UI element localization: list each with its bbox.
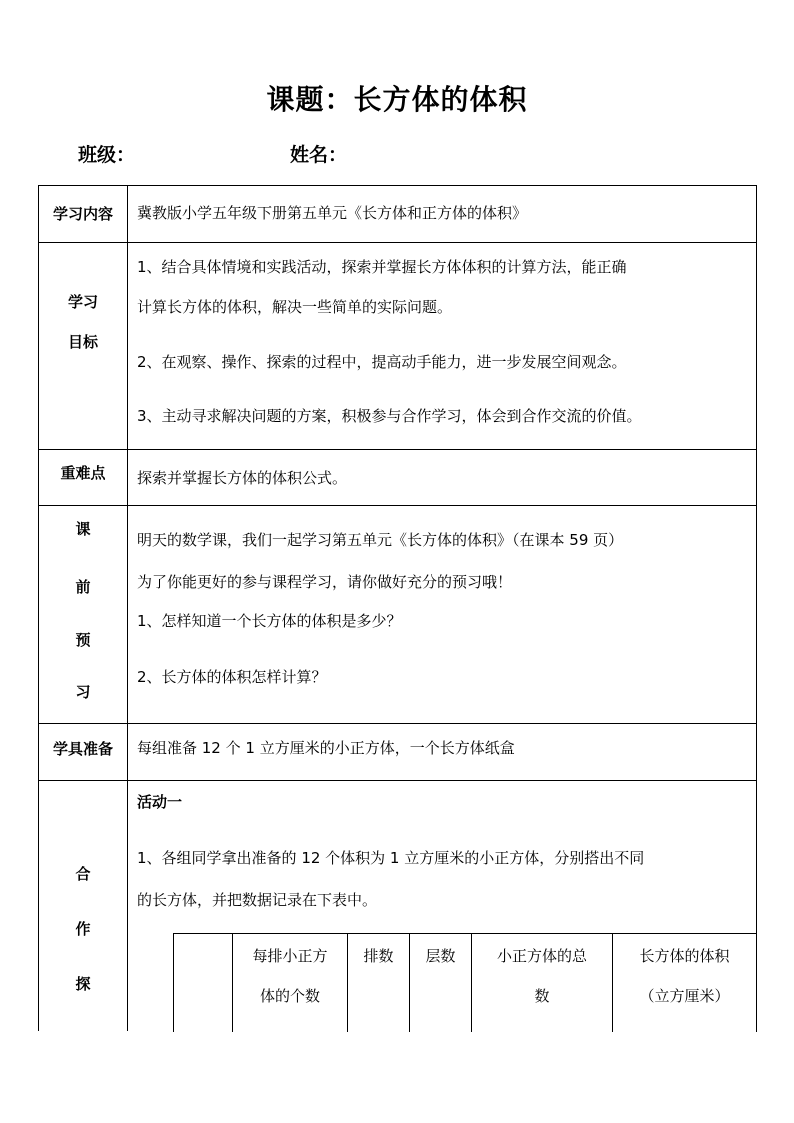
- row-divider: [39, 723, 756, 724]
- record-header-volume: [613, 934, 757, 1032]
- class-label: 班级：: [78, 144, 136, 166]
- record-header-total: [472, 934, 613, 1032]
- row-divider: [39, 780, 756, 781]
- page-title: 课题：长方体的体积: [266, 83, 528, 116]
- cooperate-label-char: 合: [75, 865, 91, 883]
- preview-label-char: 课: [75, 520, 91, 538]
- row-divider: [39, 242, 756, 243]
- tools-label: 学具准备: [52, 740, 113, 758]
- preview-question-2: 2、长方体的体积怎样计算？: [137, 668, 327, 686]
- cooperate-label-char: 探: [75, 975, 91, 993]
- preview-label-char: 习: [75, 683, 91, 701]
- preview-line2: 为了你能更好的参与课程学习，请你做好充分的预习哦！: [137, 573, 513, 591]
- key-label: 重难点: [60, 464, 106, 482]
- record-header-per-row-line1: 每排小正方: [252, 947, 328, 965]
- label-column-divider: [127, 186, 128, 1031]
- name-label: 姓名：: [290, 144, 348, 166]
- goal-1-line1: 1、结合具体情境和实践活动，探索并掌握长方体体积的计算方法，能正确: [137, 258, 627, 276]
- record-header-rows: 排数: [348, 934, 410, 1032]
- goal-2: 2、在观察、操作、探索的过程中，提高动手能力，进一步发展空间观念。: [137, 353, 627, 371]
- goals-label-line2: 目标: [67, 333, 98, 351]
- tools-text: 每组准备 12 个 1 立方厘米的小正方体，一个长方体纸盒: [137, 739, 515, 757]
- goals-label-line1: 学习: [67, 293, 98, 311]
- record-header-per-row: [233, 934, 348, 1032]
- preview-label-char: 前: [75, 578, 91, 596]
- goal-3: 3、主动寻求解决问题的方案，积极参与合作学习，体会到合作交流的价值。: [137, 407, 642, 425]
- activity-line2: 的长方体，并把数据记录在下表中。: [137, 891, 378, 909]
- lesson-table: [38, 185, 757, 1031]
- record-header-volume-line1: 长方体的体积: [639, 947, 730, 965]
- record-header-per-row-line2: 体的个数: [259, 987, 320, 1005]
- preview-question-1: 1、怎样知道一个长方体的体积是多少？: [137, 612, 402, 630]
- preview-line1: 明天的数学课，我们一起学习第五单元《长方体的体积》（在课本 59 页）: [137, 531, 624, 549]
- record-header-blank: [174, 934, 233, 1032]
- preview-label-char: 预: [75, 631, 91, 649]
- record-header-total-line2: 数: [534, 987, 550, 1005]
- record-header-total-line1: 小正方体的总: [496, 947, 587, 965]
- cooperate-label-char: 作: [75, 920, 91, 938]
- record-header-layers: 层数: [410, 934, 472, 1032]
- record-table: [173, 933, 757, 1032]
- goal-1-line2: 计算长方体的体积，解决一些简单的实际问题。: [137, 298, 453, 316]
- row-divider: [39, 505, 756, 506]
- activity-line1: 1、各组同学拿出准备的 12 个体积为 1 立方厘米的小正方体，分别搭出不同: [137, 849, 645, 867]
- record-header-volume-line2: （立方厘米）: [639, 987, 730, 1005]
- activity-title: 活动一: [137, 793, 183, 811]
- content-text: 冀教版小学五年级下册第五单元《长方体和正方体的体积》: [137, 204, 528, 222]
- content-label: 学习内容: [52, 205, 113, 223]
- row-divider: [39, 449, 756, 450]
- key-text: 探索并掌握长方体的体积公式。: [137, 469, 348, 487]
